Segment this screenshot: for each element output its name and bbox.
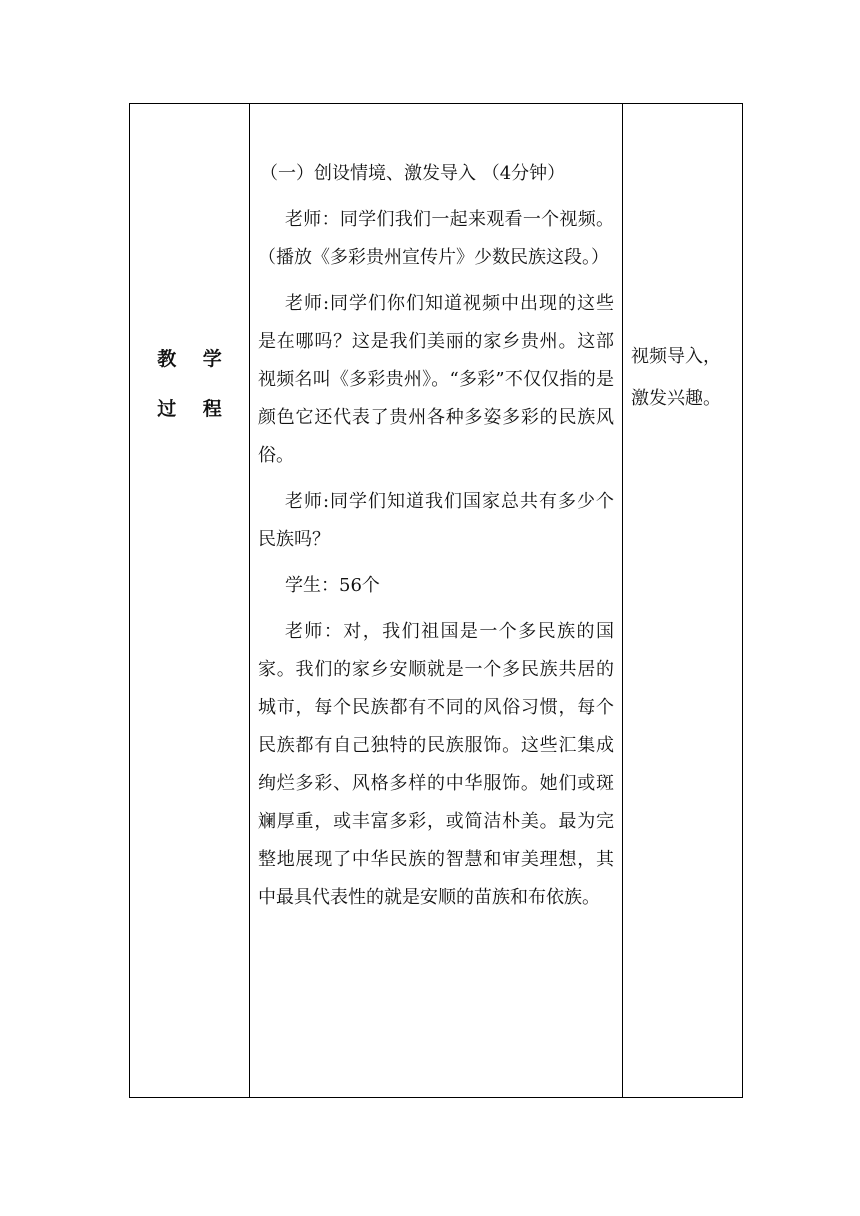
lesson-content	[250, 104, 622, 917]
section-label-cell	[130, 104, 250, 1098]
section-label-line-2: 过 程	[157, 398, 232, 420]
lesson-content-cell	[250, 104, 623, 1098]
lesson-plan-table	[129, 103, 743, 1098]
design-note	[623, 104, 742, 420]
section-label-line-1: 教 学	[157, 348, 232, 370]
design-note-line-1: 视频导入，	[631, 346, 721, 367]
design-note-line-2: 激发兴趣。	[631, 388, 721, 409]
lesson-paragraph: 老师：对，我们祖国是一个多民族的国家。我们的家乡安顺就是一个多民族共居的城市，每个民族都有不同的风俗习惯，每个民族都有自己独特的民族服饰。这些汇集成绚烂多彩、风格多样的中华服饰。她们或斑斓厚重，或丰富多彩，或简洁朴美。最为完整地展现了中华民族的智慧和审美理想，其中最具代表性的就是安顺的苗族和布依族。	[258, 621, 614, 908]
lesson-paragraph: 老师:同学们你们知道视频中出现的这些是在哪吗？这是我们美丽的家乡贵州。这部视频名叫《多彩贵州》。“多彩”不仅仅指的是颜色它还代表了贵州各种多姿多彩的民族风俗。	[258, 293, 614, 466]
design-note-cell	[623, 104, 743, 1098]
lesson-paragraph: 学生：56个	[285, 575, 380, 596]
lesson-paragraph: 老师：同学们我们一起来观看一个视频。（播放《多彩贵州宣传片》少数民族这段。）	[258, 209, 614, 268]
teaching-process-row	[130, 104, 743, 1098]
step-heading: （一）创设情境、激发导入 （4分钟）	[260, 163, 566, 184]
section-label	[130, 334, 249, 434]
lesson-paragraph: 老师:同学们知道我们国家总共有多少个民族吗？	[258, 491, 614, 550]
